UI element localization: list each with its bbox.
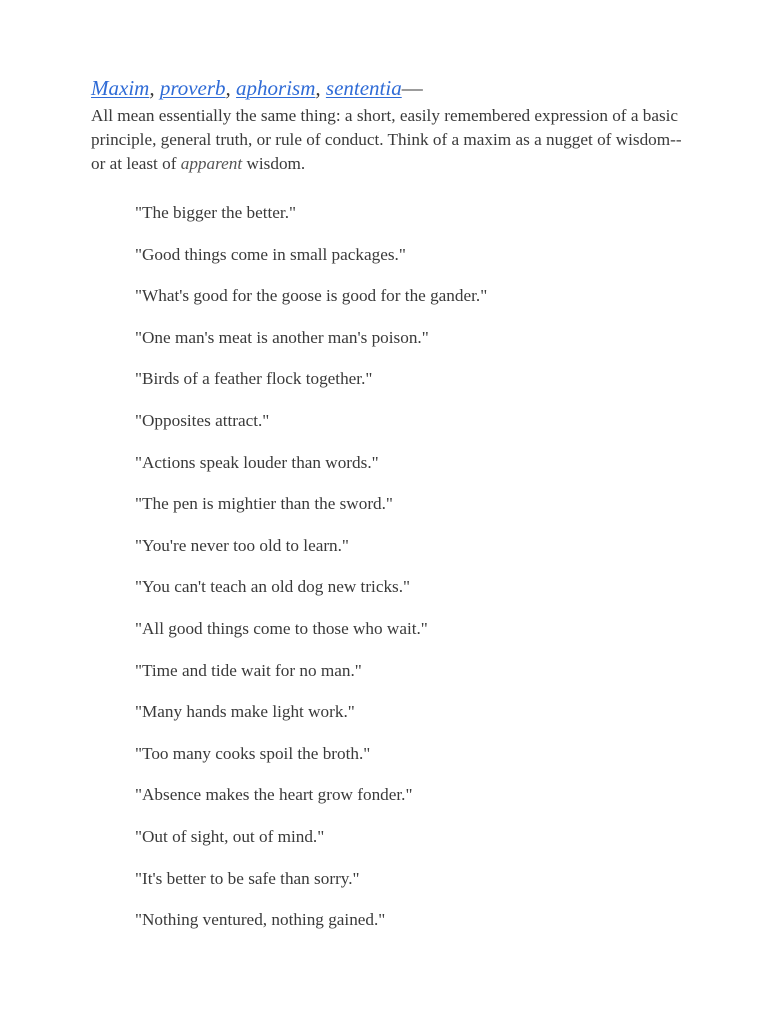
maxim-item: "All good things come to those who wait." [135, 618, 428, 638]
maxim-item: "Out of sight, out of mind." [135, 826, 325, 846]
maxim-item: "One man's meat is another man's poison." [135, 327, 429, 347]
link-sententia[interactable]: sententia [325, 76, 402, 100]
maxim-item: "Nothing ventured, nothing gained." [135, 910, 386, 930]
heading-separator: , [149, 76, 160, 100]
maxim-item: "Absence makes the heart grow fonder." [135, 785, 413, 805]
intro-text-end: wisdom. [242, 154, 306, 173]
intro-text: All mean essentially the same thing: a short, easily remembered expression of a basic principle, general truth, or rule of conduct. Think of a maxim as a nugget of wisdom--or at least of [91, 106, 682, 173]
maxim-item: "Too many cooks spoil the broth." [135, 743, 371, 763]
maxim-item: "You can't teach an old dog new tricks." [135, 577, 411, 597]
maxim-item: "The pen is mightier than the sword." [135, 494, 393, 514]
maxim-item: "It's better to be safe than sorry." [135, 868, 360, 888]
maxim-item: "Opposites attract." [135, 410, 270, 430]
terms-heading [91, 74, 423, 102]
link-maxim[interactable]: Maxim [91, 76, 150, 100]
maxim-item: "Birds of a feather flock together." [135, 369, 373, 389]
maxim-list [135, 198, 487, 947]
heading-trailing-dash: — [401, 76, 423, 100]
heading-separator: , [225, 76, 237, 100]
maxim-item: "You're never too old to learn." [135, 535, 349, 555]
maxim-item: "The bigger the better." [135, 203, 297, 222]
intro-emphasis: apparent [180, 154, 243, 173]
maxim-item: "Good things come in small packages." [135, 244, 406, 264]
link-proverb[interactable]: proverb [159, 76, 226, 100]
maxim-item: "Many hands make light work." [135, 702, 355, 722]
link-aphorism[interactable]: aphorism [236, 76, 316, 100]
maxim-item: "Actions speak louder than words." [135, 452, 379, 472]
maxim-item: "What's good for the goose is good for the gander." [135, 286, 488, 306]
intro-paragraph [91, 104, 691, 176]
maxim-item: "Time and tide wait for no man." [135, 660, 362, 680]
heading-separator: , [315, 76, 326, 100]
